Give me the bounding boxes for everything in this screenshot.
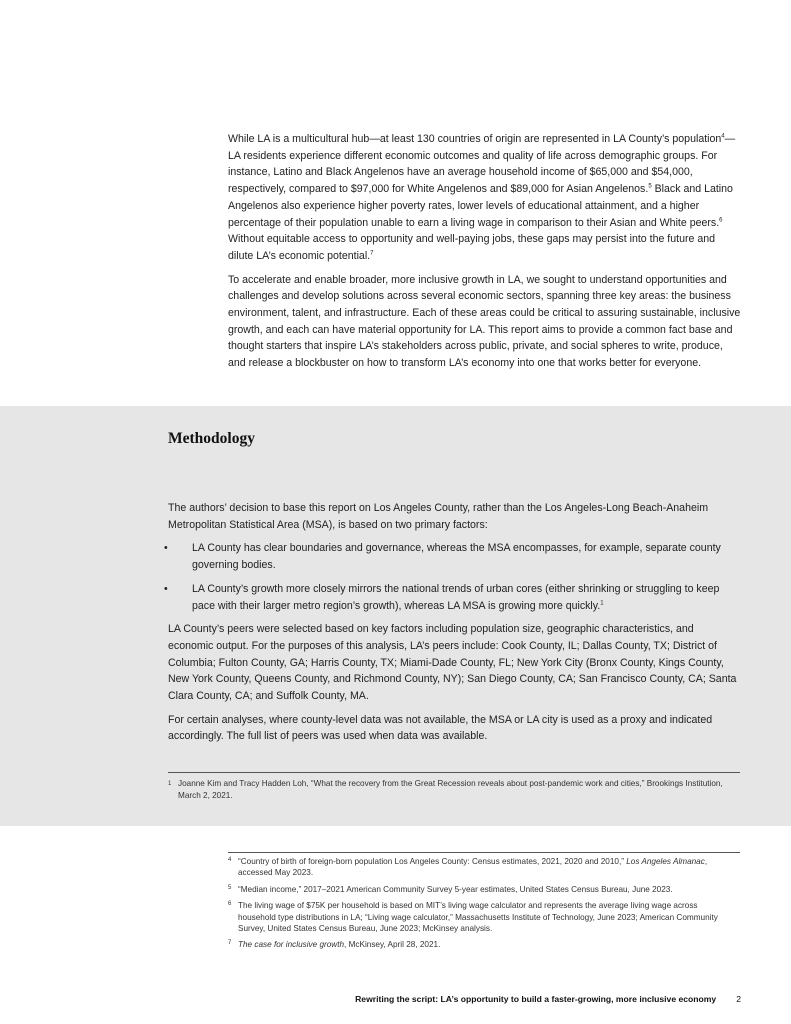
footnote-item xyxy=(228,939,728,950)
bullet-icon: • xyxy=(164,542,168,555)
text-run: While LA is a multicultural hub—at least 130 countries of origin are represented in LA County’s population xyxy=(228,133,722,145)
text-run: —LA residents experience different economic outcomes and quality of life across demographic groups. For instance, Latino and Black Angelenos have an average household income of $65,000 and $54,000, respectively, compared to $97,000 for White Angelenos and $89,000 for Asian Angelenos. xyxy=(228,133,736,196)
footnote-number: 6 xyxy=(228,901,232,908)
text-run: Without equitable access to opportunity and well-paying jobs, these gaps may persist into the future and dilute LA’s economic potential. xyxy=(228,233,716,262)
text-run: “Median income,” 2017–2021 American Community Survey 5-year estimates, United States Census Bureau, June 2023. xyxy=(238,884,673,894)
footnote-ref[interactable]: 1 xyxy=(600,599,604,606)
sidebar-footnote-divider xyxy=(168,772,740,773)
page-footnotes xyxy=(228,856,728,956)
footnote-number: 4 xyxy=(228,857,232,863)
footnote-item xyxy=(228,856,728,879)
text-run: , accessed May 2023. xyxy=(238,857,708,878)
footnote-ref[interactable]: 5 xyxy=(648,183,652,190)
intro-paragraph-2: To accelerate and enable broader, more inclusive growth in LA, we sought to understand opportunities and challenges and develop solutions across several economic sectors, spanning three key areas: the business environment, talent, and infrastructure. Each of these areas could be critical to assuring sustainable, inclusive growth, and each can have material opportunity for LA. This report aims to provide a common fact base and thought starters that inspire LA’s stakeholders across public, private, and social spheres to write, produce, and release a blockbuster on how to transform LA’s economy into one that works better for everyone. xyxy=(228,273,741,370)
methodology-body xyxy=(164,500,740,752)
footer-title: Rewriting the script: LA’s opportunity to build a faster-growing, more inclusive economy xyxy=(355,994,717,1004)
bullet-text: LA County’s growth more closely mirrors the national trends of urban cores (either shrinking or struggling to keep pace with their larger metro region’s growth), whereas LA MSA is growing more quickly. xyxy=(192,582,720,612)
footnote-ref[interactable]: 7 xyxy=(370,250,374,257)
text-run: , McKinsey, April 28, 2021. xyxy=(344,940,441,950)
text-run: The living wage of $75K per household is based on MIT’s living wage calculator and represents the average living wage across household type distributions in LA; “Living wage calculator,” Massachusetts Institute of Technology, June 2023; American Community Survey, United States Census Bureau, June 2023; McKinsey analysis. xyxy=(238,901,718,934)
methodology-paragraph-2: LA County’s peers were selected based on key factors including population size, geographic characteristics, and economic output. For the purposes of this analysis, LA’s peers include: Cook County, IL; Dallas County, TX; District of Columbia; Fulton County, GA; Harris County, TX; Miami-Dade County, FL; New York City (Bronx County, Kings County, New York County, Queens County, and Richmond County, NY); San Diego County, CA; San Francisco County, CA; Santa Clara County, CA; and Suffolk County, MA. xyxy=(168,623,737,703)
bullet-icon: • xyxy=(164,582,168,595)
footnote-number: 1 xyxy=(168,781,172,787)
footnote-number: 5 xyxy=(228,884,232,891)
methodology-bullet-list xyxy=(164,540,740,614)
page-footer xyxy=(355,994,741,1004)
sidebar-footnote xyxy=(168,778,728,802)
footnote-ref[interactable]: 6 xyxy=(719,216,723,223)
methodology-bullet-1 xyxy=(164,540,740,573)
methodology-sidebar xyxy=(0,406,791,826)
text-run: Black and Latino Angelenos also experience higher poverty rates, lower levels of educational attainment, and a higher percentage of their population unable to earn a living wage in comparison to their Asian and White peers. xyxy=(228,183,733,229)
methodology-paragraph-3: For certain analyses, where county-level data was not available, the MSA or LA city is used as a proxy and indicated accordingly. The full list of peers was used when data was available. xyxy=(168,713,713,743)
footnote-item xyxy=(228,900,728,934)
methodology-bullet-2 xyxy=(164,581,740,614)
footnote-item xyxy=(228,884,728,895)
page-number: 2 xyxy=(736,994,741,1004)
footnote-divider xyxy=(228,852,740,853)
italic-text: The case for inclusive growth xyxy=(238,940,345,950)
italic-text: Los Angeles Almanac xyxy=(626,857,705,866)
methodology-paragraph-1: The authors’ decision to base this report on Los Angeles County, rather than the Los Angeles-Long Beach-Anaheim Metropolitan Statistical Area (MSA), is based on two primary factors: xyxy=(168,502,709,531)
footnote-ref[interactable]: 4 xyxy=(721,133,725,140)
intro-section xyxy=(228,131,742,379)
intro-paragraph-1 xyxy=(228,131,742,265)
methodology-title: Methodology xyxy=(168,430,255,447)
bullet-text: LA County has clear boundaries and governance, whereas the MSA encompasses, for example, separate county governing bodies. xyxy=(192,542,721,572)
footnote-number: 7 xyxy=(228,940,232,947)
text-run: “Country of birth of foreign-born population Los Angeles County: Census estimates, 2021, 2020 and 2010,” xyxy=(238,857,627,866)
footnote-text: Joanne Kim and Tracy Hadden Loh, “What the recovery from the Great Recession reveals about post-pandemic work and cities,” Brookings Institution, March 2, 2021. xyxy=(178,779,723,800)
